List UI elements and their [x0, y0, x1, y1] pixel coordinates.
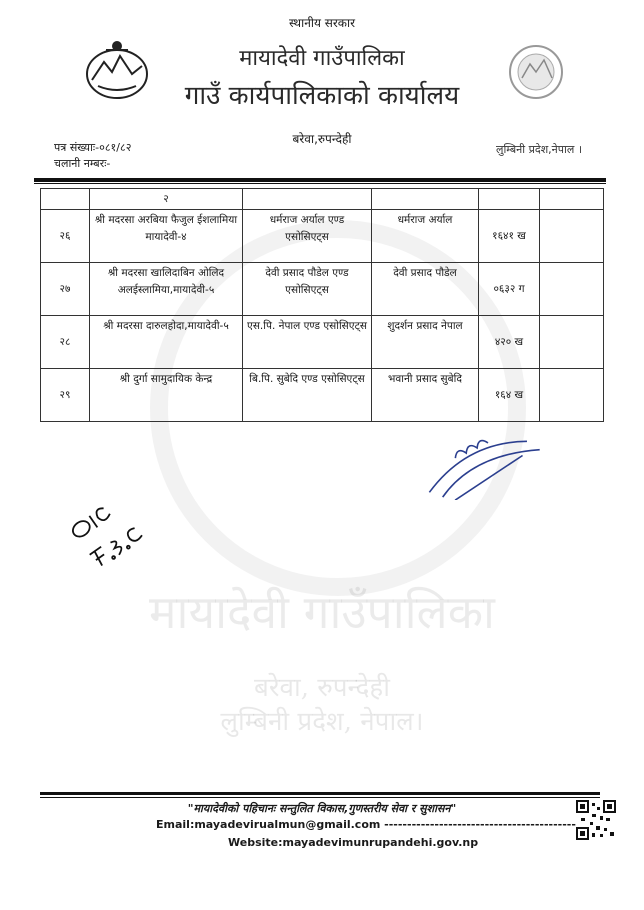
- office-name: गाउँ कार्यपालिकाको कार्यालय: [184, 81, 460, 111]
- watermark-municipality-name: मायादेवी गाउँपालिका: [149, 585, 495, 639]
- footer-divider: [40, 792, 600, 795]
- audit-firm: एस.पि. नेपाल एण्ड एसोसिएट्स: [243, 316, 372, 369]
- auditor-name: भवानी प्रसाद सुबेदि: [372, 369, 479, 422]
- table-cell: [479, 189, 540, 210]
- government-label: स्थानीय सरकार: [289, 16, 355, 30]
- office-address: बरेवा,रुपन्देही: [292, 132, 352, 146]
- blank-cell: [540, 369, 604, 422]
- audit-table: [40, 188, 604, 422]
- auditor-name: शुदर्शन प्रसाद नेपाल: [372, 316, 479, 369]
- footer-website: Website:mayadevimunrupandehi.gov.np: [228, 836, 479, 849]
- audit-firm: बि.पि. सुबेदि एण्ड एसोसिएट्स: [243, 369, 372, 422]
- audit-firm: धर्मराज अर्याल एण्ड एसोसिएट्स: [243, 210, 372, 263]
- letter-number: पत्र संख्याः-०८१/८२: [54, 141, 132, 154]
- table-header-row: [41, 189, 604, 210]
- school-name: श्री मदरसा खालिदाबिन ओलिद अलईस्लामिया,मायादेवी-५: [90, 263, 243, 316]
- serial-number: २८: [41, 316, 90, 369]
- table-cell: [243, 189, 372, 210]
- province-label: लुम्बिनी प्रदेश,नेपाल ।: [495, 143, 582, 156]
- footer-motto: "मायादेवीको पहिचानः सन्तुलित विकास,गुणस्तरीय सेवा र सुशासन": [187, 802, 457, 815]
- auditor-name: धर्मराज अर्याल: [372, 210, 479, 263]
- table-row: [41, 316, 604, 369]
- table-row: [41, 210, 604, 263]
- membership-code: ४२० ख: [479, 316, 540, 369]
- table-cell: [372, 189, 479, 210]
- blank-cell: [540, 210, 604, 263]
- school-name: श्री मदरसा अरबिया फैजुल ईशलामिया मायादेवी-४: [90, 210, 243, 263]
- table-row: [41, 369, 604, 422]
- audit-firm: देवी प्रसाद पौडेल एण्ड एसोसिएट्स: [243, 263, 372, 316]
- footer-divider-thin: [40, 797, 600, 798]
- serial-number: २९: [41, 369, 90, 422]
- blank-cell: [540, 316, 604, 369]
- header-divider: [34, 178, 606, 182]
- blank-cell: [540, 263, 604, 316]
- handwritten-note-icon: [60, 488, 150, 578]
- footer-email: Email:mayadevirualmun@gmail.com ------------------------------------------: [156, 818, 576, 831]
- watermark-address: बरेवा, रुपन्देही: [254, 673, 390, 703]
- header-divider-thin: [34, 183, 606, 184]
- table-cell: [540, 189, 604, 210]
- serial-number: २६: [41, 210, 90, 263]
- table-cell: [41, 189, 90, 210]
- school-name: श्री मदरसा दारुलहोदा,मायादेवी-५: [90, 316, 243, 369]
- table-row: [41, 263, 604, 316]
- dispatch-number: चलानी नम्बरः-: [54, 157, 111, 170]
- watermark-province: लुम्बिनी प्रदेश, नेपाल।: [220, 707, 424, 737]
- municipality-name: मायादेवी गाउँपालिका: [239, 46, 405, 71]
- table-cell: २: [90, 189, 243, 210]
- membership-code: १६४१ ख: [479, 210, 540, 263]
- membership-code: ०६३२ ग: [479, 263, 540, 316]
- serial-number: २७: [41, 263, 90, 316]
- qr-code-icon: [576, 800, 616, 840]
- membership-code: १६४ ख: [479, 369, 540, 422]
- school-name: श्री दुर्गा सामुदायिक केन्द्र: [90, 369, 243, 422]
- auditor-name: देवी प्रसाद पौडेल: [372, 263, 479, 316]
- official-stamp-icon: [400, 420, 550, 500]
